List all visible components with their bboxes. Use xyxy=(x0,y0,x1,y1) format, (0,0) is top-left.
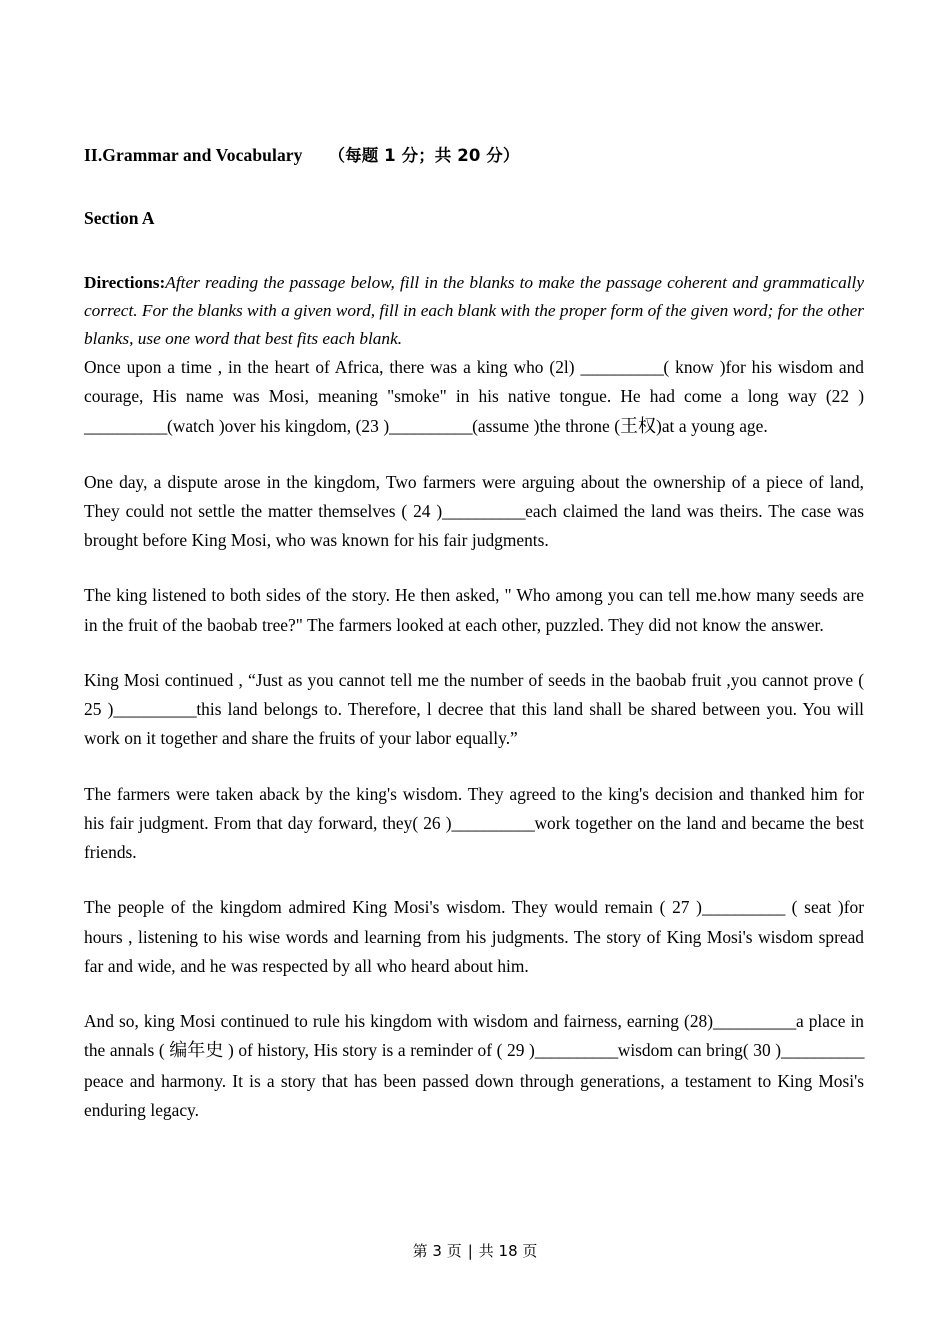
page-footer xyxy=(0,1240,950,1261)
paragraph-7: And so, king Mosi continued to rule his kingdom with wisdom and fairness, earning (28)__________a place in the annals ( 编年史 ) of history, His story is a reminder of ( 29 )__________wisdom can bring( 30 )__________ peace and harmony. It is a story that has been passed down through generations, a testament to King Mosi's enduring legacy. xyxy=(84,1011,864,1120)
paragraph-5: The farmers were taken aback by the king's wisdom. They agreed to the king's decision and thanked him for his fair judgment. From that day forward, they( 26 )__________work together on the land and became the best friends. xyxy=(84,783,864,863)
passage-body xyxy=(84,353,864,1125)
sub-heading-section-a: Section A xyxy=(84,208,155,228)
section-heading xyxy=(84,145,864,166)
footer-current-page: 第 3 页 xyxy=(412,1242,462,1260)
cjk-gloss: 王权 xyxy=(620,415,657,437)
cjk-gloss: 编年史 xyxy=(169,1040,224,1062)
paragraph-1: Once upon a time , in the heart of Africa, there was a king who (2l) __________( know )for his wisdom and courage, His name was Mosi, meaning "smoke" in his native tongue. He had come a long way (22 ) __________(watch )over his kingdom, (23 )__________(assume )the throne (王权)at a young age. xyxy=(84,357,864,437)
paragraph-4: King Mosi continued , “Just as you cannot tell me the number of seeds in the baobab fruit ,you cannot prove ( 25 )__________this land belongs to. Therefore, l decree that this land shall be shared between you. You will work on it together and share the fruits of your labor equally.” xyxy=(84,669,864,749)
directions-label: Directions: xyxy=(84,273,166,292)
answer-blank[interactable]: __________ xyxy=(781,1040,864,1061)
footer-separator: | xyxy=(467,1242,473,1260)
answer-blank[interactable]: __________ xyxy=(84,415,167,436)
page-content xyxy=(84,145,864,1125)
paragraph-6: The people of the kingdom admired King Mosi's wisdom. They would remain ( 27 )__________ ( seat )for hours , listening to his wise words and learning from his judgments. The story of King Mosi's wisdom spread far and wide, and he was respected by all who heard about him. xyxy=(84,897,864,976)
answer-blank[interactable]: __________ xyxy=(713,1011,796,1032)
paragraph-3: The king listened to both sides of the story. He then asked, " Who among you can tell me.how many seeds are in the fruit of the baobab tree?" The farmers looked at each other, puzzled. They did not know the answer. xyxy=(84,585,864,635)
answer-blank[interactable]: __________ xyxy=(113,699,197,720)
answer-blank[interactable]: __________ xyxy=(534,1040,618,1061)
section-heading-score-note: （每题 1 分；共 20 分） xyxy=(328,146,520,165)
answer-blank[interactable]: __________ xyxy=(451,812,535,833)
directions-block xyxy=(84,269,864,353)
answer-blank[interactable]: __________ xyxy=(580,357,664,378)
directions-text: After reading the passage below, fill in the blanks to make the passage coherent and grammatically correct. For the blanks with a given word, fill in each blank with the proper form of the given word; for the other blanks, use one word that best fits each blank. xyxy=(84,273,864,349)
footer-total-pages: 共 18 页 xyxy=(478,1242,538,1260)
answer-blank[interactable]: __________ xyxy=(442,500,526,521)
answer-blank[interactable]: __________ xyxy=(701,897,785,918)
answer-blank[interactable]: __________ xyxy=(389,415,473,436)
paragraph-2: One day, a dispute arose in the kingdom, Two farmers were arguing about the ownership of a piece of land, They could not settle the matter themselves ( 24 )__________each claimed the land was theirs. The case was brought before King Mosi, who was known for his fair judgments. xyxy=(84,471,864,551)
section-heading-title: II.Grammar and Vocabulary xyxy=(84,145,303,165)
